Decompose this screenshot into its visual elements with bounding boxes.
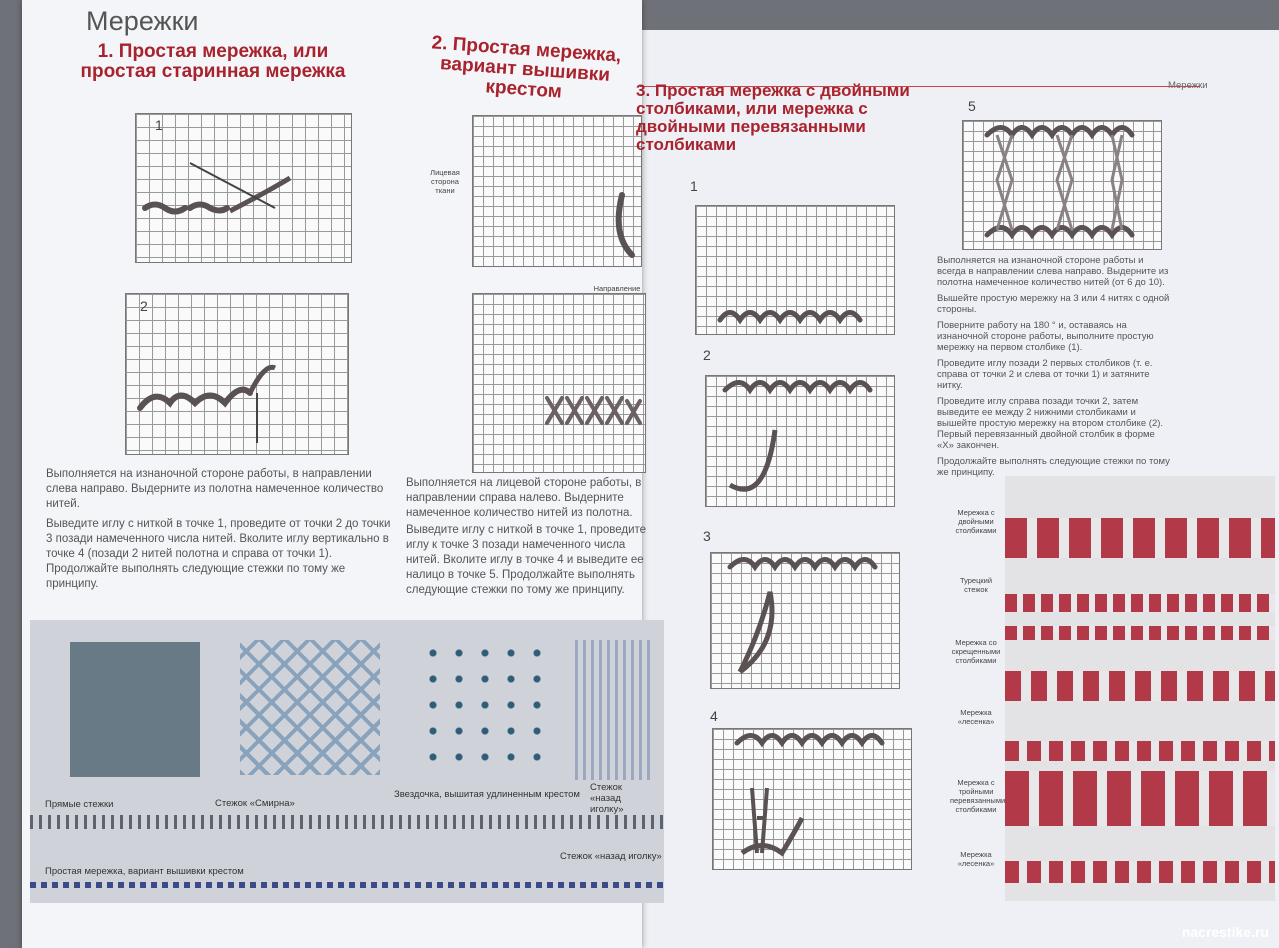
stitch-diagram-5 <box>695 205 893 333</box>
section-3-paragraphs <box>937 255 1172 478</box>
sample-label-3: Мережка со скрещенными столбиками <box>951 638 1001 665</box>
stitch-diagram-7 <box>710 552 898 687</box>
caption-smyrna: Стежок «Смирна» <box>215 798 295 809</box>
figure-number-1: 1 <box>155 117 163 133</box>
section-2-para-2: Выведите иглу с ниткой в точке 1, проведите иглу к точке 3 позади намеченного числа нитей. Вколите иглу в точке 4 и выведите ее налицо в точке 5. Продолжайте выполнять следующие стежки по тому же принципу. <box>406 524 647 596</box>
section-3-title: 3. Простая мережка с двойными столбиками, или мережка с двойными перевязанными столбиками <box>636 81 910 154</box>
caption-straight-stitches: Прямые стежки <box>45 799 114 810</box>
sample-label-4: Мережка «лесенка» <box>957 708 995 726</box>
figure-number-2: 2 <box>140 298 148 314</box>
page-title: Мережки <box>86 6 199 36</box>
section-3-para-5: Проведите иглу справа позади точки 2, затем выведите ее между 2 нижними столбиками и вышейте простую мережку на втором столбике (2). Первый перевязанный двойной столбик в форме «Х» закончен. <box>937 396 1164 451</box>
section-3-para-1: Выполняется на изнаночной стороне работы и всегда в направлении слева направо. Выдерните из полотна намеченное количество нитей (от 6 до 10). <box>937 255 1169 288</box>
sample-label-6: Мережка «лесенка» <box>957 850 995 868</box>
section-3-para-6: Продолжайте выполнять следующие стежки по тому же принципу. <box>937 456 1170 478</box>
caption-backstitch-2: Стежок «назад иголку» <box>560 851 662 862</box>
stitch-diagram-9 <box>962 120 1160 248</box>
caption-cross-variant: Простая мережка, вариант вышивки крестом <box>45 866 244 877</box>
watermark: nacrestike.ru <box>1181 924 1269 940</box>
section-2-title: 2. Простая мережка, вариант вышивки крестом <box>430 32 622 103</box>
stitch-diagram-1 <box>135 113 350 261</box>
figure-number-3-4: 4 <box>710 708 718 724</box>
caption-backstitch-1: Стежок «назад иголку» <box>590 782 624 815</box>
face-side-label: Лицевая сторона ткани <box>430 168 460 195</box>
sample-fabric-photo <box>1005 476 1275 901</box>
stitch-diagram-6 <box>705 375 893 505</box>
figure-number-3-2: 2 <box>703 347 711 363</box>
section-1-para-1: Выполняется на изнаночной стороне работы, в направлении слева направо. Выдерните из полотна намеченное количество нитей. <box>46 468 384 510</box>
figure-number-3-5: 5 <box>968 98 976 114</box>
stitch-diagram-2 <box>125 293 347 453</box>
figure-number-3-1: 1 <box>690 178 698 194</box>
stitch-diagram-4 <box>472 293 644 471</box>
stitch-diagram-8 <box>712 728 910 868</box>
section-3-para-2: Вышейте простую мережку на 3 или 4 нитях с одной стороны. <box>937 293 1170 315</box>
sample-label-5: Мережка с тройными перевязанными столбиками <box>950 778 1006 814</box>
section-3-para-4: Проведите иглу позади 2 первых столбиков (т. е. справа от точки 2 и слева от точки 1) и затяните нитку. <box>937 358 1153 391</box>
section-1-title: 1. Простая мережка, или простая старинная мережка <box>80 41 346 82</box>
figure-number-3-3: 3 <box>703 528 711 544</box>
direction-label: Направление <box>593 284 641 293</box>
section-2-para-1: Выполняется на лицевой стороне работы, в направлении справа налево. Выдерните намеченное количество нитей из полотна. <box>406 477 642 519</box>
sample-label-1: Мережка с двойными столбиками <box>955 508 997 535</box>
section-3-para-3: Поверните работу на 180 ° и, оставаясь на изнаночной стороне работы, выполните простую мережку на первом столбике (1). <box>937 320 1154 353</box>
caption-star: Звездочка, вышитая удлиненным крестом <box>394 789 580 800</box>
running-header: Мережки <box>1168 80 1208 91</box>
section-1-para-2: Выведите иглу с ниткой в точке 1, проведите от точки 2 до точки 3 позади намеченного числа нитей. Вколите иглу вертикально в точке 4 (позади 2 нитей полотна и справа от точки 1). Продолжайте выполнять следующие стежки по тому же принципу. <box>46 518 391 590</box>
sample-label-2: Турецкий стежок <box>959 576 993 594</box>
stitch-diagram-3 <box>472 115 640 265</box>
